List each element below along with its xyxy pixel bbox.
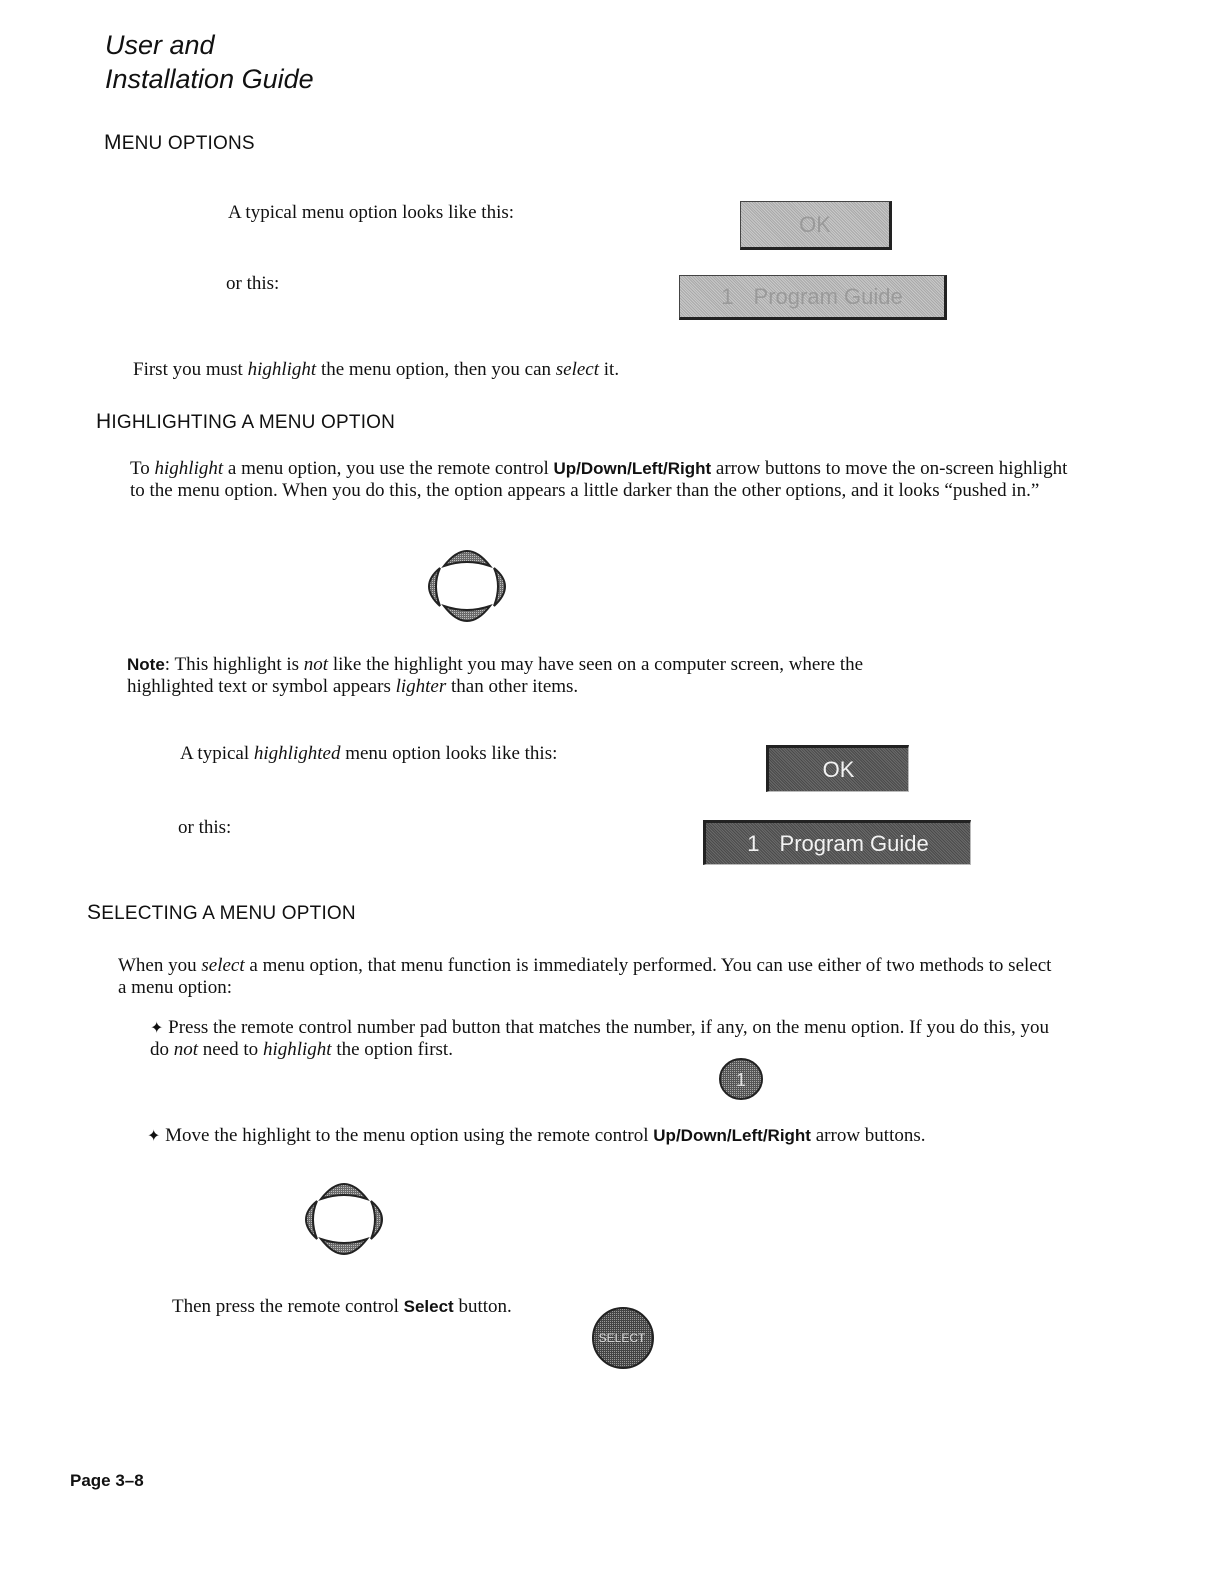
text-run: : This highlight is: [164, 654, 304, 675]
ok-button-label: OK: [822, 756, 855, 782]
text-run: the menu option, then you can: [316, 359, 556, 380]
program-guide-button-normal[interactable]: [679, 275, 947, 320]
text-run: arrow buttons.: [810, 1125, 926, 1146]
arrow-pad-icon: [297, 1175, 391, 1263]
program-guide-number: 1: [721, 283, 734, 309]
typical-highlighted-text: [180, 743, 557, 765]
select-button-label: SELECT: [598, 1331, 646, 1345]
section-title-selecting: SELECTING A MENU OPTION: [87, 901, 356, 924]
arrow-down-icon: [444, 606, 490, 621]
emphasis-highlight: highlight: [154, 458, 224, 479]
arrow-left-icon: [429, 568, 440, 606]
program-guide-number: 1: [747, 830, 760, 856]
ok-button-label: OK: [799, 211, 831, 237]
text-run: When you: [118, 955, 202, 976]
text-run: Move the highlight to the menu option using the remote control: [165, 1125, 654, 1146]
header-line-1: User and: [105, 30, 215, 60]
diamond-bullet-icon: ✦: [147, 1126, 161, 1145]
or-this-text: or this:: [226, 273, 280, 294]
text-run: To: [130, 458, 155, 479]
selecting-intro-paragraph: [118, 955, 1058, 999]
arrow-right-icon: [371, 1201, 382, 1239]
text-run: button.: [453, 1296, 512, 1317]
note-paragraph: [127, 654, 947, 698]
program-guide-label: Program Guide: [753, 283, 903, 309]
highlighting-paragraph: [130, 458, 1070, 502]
text-run: a menu option, you use the remote control: [223, 458, 554, 479]
program-guide-label: Program Guide: [779, 830, 929, 856]
emphasis-highlighted: highlighted: [253, 743, 341, 764]
program-guide-button-highlighted[interactable]: [703, 820, 971, 865]
emphasis-lighter: lighter: [395, 676, 447, 697]
arrow-buttons-term: Up/Down/Left/Right: [653, 1126, 811, 1145]
text-run: than other items.: [446, 676, 579, 697]
text-run: it.: [599, 359, 620, 380]
number-1-label: 1: [735, 1070, 747, 1090]
emphasis-select: select: [555, 359, 600, 380]
text-run: a menu option, that menu function is immediately performed. You can use either of two methods to select a menu option:: [118, 955, 1052, 998]
arrow-buttons-term: Up/Down/Left/Right: [553, 459, 712, 478]
text-run: Press the remote control number pad button that matches the number, if any, on the menu option. If you do this, you do: [150, 1017, 1049, 1060]
text-run: arrow buttons to move the on-screen highlight to the menu option. When you do this, the option appears a little darker than the other options, and it looks “pushed in.”: [130, 458, 1068, 501]
section-title-menu-options: MENU OPTIONS: [104, 131, 255, 154]
text-run: A typical: [180, 743, 254, 764]
or-this-text-2: or this:: [178, 817, 232, 838]
text-run: Then press the remote control: [172, 1296, 404, 1317]
number-1-button-icon: [718, 1057, 764, 1101]
emphasis-not: not: [173, 1039, 199, 1060]
ok-button-highlighted[interactable]: [766, 745, 909, 792]
page-number: Page 3–8: [70, 1471, 144, 1490]
section-title-highlighting: HIGHLIGHTING A MENU OPTION: [96, 410, 396, 433]
emphasis-highlight: highlight: [247, 359, 317, 380]
text-run: the option first.: [331, 1039, 453, 1060]
note-label: Note: [127, 655, 165, 674]
select-button-icon: [590, 1305, 656, 1371]
emphasis-not: not: [303, 654, 329, 675]
typical-option-text: A typical menu option looks like this:: [228, 202, 515, 223]
arrow-pad-icon: [420, 542, 514, 630]
ok-button-normal[interactable]: [740, 201, 892, 250]
guide-header: [105, 28, 314, 96]
text-run: menu option looks like this:: [340, 743, 558, 764]
text-run: First you must: [133, 359, 248, 380]
select-term: Select: [403, 1297, 454, 1316]
bullet-item-arrows: [147, 1125, 1047, 1147]
arrow-down-icon: [321, 1239, 367, 1254]
text-run: need to: [198, 1039, 263, 1060]
arrow-up-icon: [444, 551, 490, 566]
emphasis-select: select: [201, 955, 245, 976]
then-press-select-text: [172, 1296, 512, 1318]
highlight-then-select-text: [133, 359, 619, 381]
diamond-bullet-icon: ✦: [150, 1018, 164, 1037]
bullet-item-number-pad: [150, 1017, 1050, 1061]
arrow-right-icon: [494, 568, 505, 606]
arrow-left-icon: [306, 1201, 317, 1239]
emphasis-highlight: highlight: [262, 1039, 332, 1060]
header-line-2: Installation Guide: [105, 64, 314, 94]
text-run: like the highlight you may have seen on a computer screen, where the highlighted text or symbol appears: [127, 654, 864, 697]
arrow-up-icon: [321, 1184, 367, 1199]
